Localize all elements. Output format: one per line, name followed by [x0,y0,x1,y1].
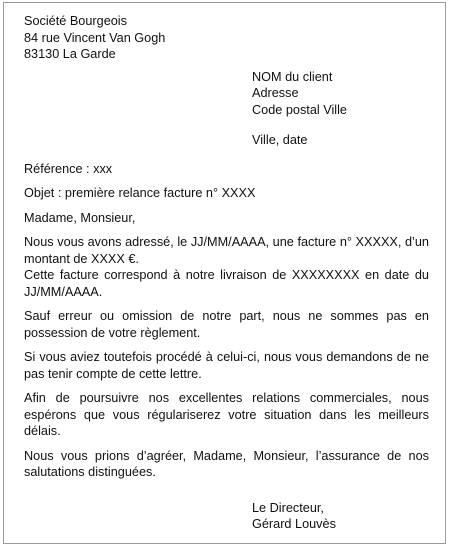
paragraph-disregard: Si vous aviez toutefois procédé à celui-ci, nous vous demandons de ne pas tenir compte de cette lettre. [24,350,429,381]
recipient-postal: Code postal Ville [252,102,347,117]
paragraph-payment: Sauf erreur ou omission de notre part, nous ne sommes pas en possession de votre règlement. [24,309,429,340]
paragraph-invoice-line2: Cette facture correspond à notre livraison de XXXXXXXX en date du JJ/MM/AAAA. [24,268,429,299]
paragraph-closing: Nous vous prions d’agréer, Madame, Monsieur, l’assurance de nos salutations distinguées. [24,448,429,479]
subject-line: Objet : première relance facture n° XXXX [24,186,256,200]
sender-name: Société Bourgeois [24,14,127,28]
paragraph-invoice [24,234,429,300]
sender-city: 83130 La Garde [24,47,116,61]
salutation: Madame, Monsieur, [24,210,136,225]
paragraph-relations: Afin de poursuivre nos excellentes relations commerciales, nous espérons que vous régulariserez votre situation dans les meilleurs délais. [24,391,429,438]
recipient-block [252,69,429,119]
signature-title: Le Directeur, [252,500,324,515]
signature-block [252,500,429,533]
sender-street: 84 rue Vincent Van Gogh [24,30,166,45]
signature-name: Gérard Louvès [252,517,336,531]
paragraph-invoice-line1: Nous vous avons adressé, le JJ/MM/AAAA, une facture n° XXXXX, d’un montant de XXXX €. [24,235,429,266]
recipient-address: Adresse [252,86,299,100]
sender-block [24,13,429,63]
letter-content [24,13,429,533]
letter-date: Ville, date [252,133,308,147]
letter-page [3,2,446,544]
reference-line: Référence : xxx [24,161,113,176]
recipient-name: NOM du client [252,69,333,84]
